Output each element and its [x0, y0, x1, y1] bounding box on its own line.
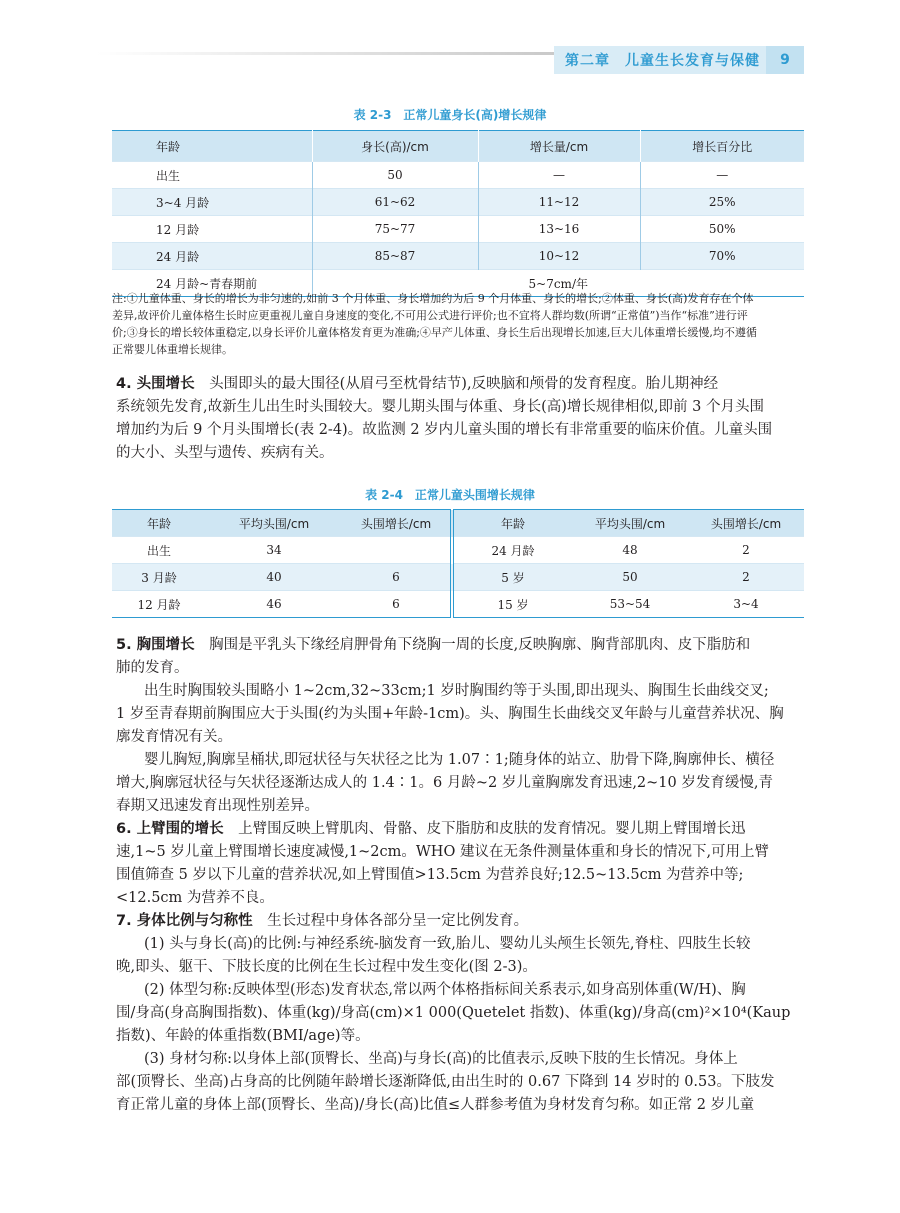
text-line	[116, 910, 816, 933]
header-cell: 头围增长/cm	[688, 510, 804, 537]
table-cell: 50%	[640, 216, 804, 243]
text-run: 上臂围反映上臂肌肉、骨骼、皮下脂肪和皮肤的发育情况。婴儿期上臂围增长迅	[238, 821, 746, 837]
text-line: (1) 头与身长(高)的比例:与神经系统-脑发育一致,胎儿、婴幼儿头颅生长领先,脊柱、四肢生长较	[144, 936, 751, 952]
section-heading: 4. 头围增长	[116, 376, 195, 392]
note-line: 注:①儿童体重、身长的增长为非匀速的,如前 3 个月体重、身长增加约为后 9 个月体重、身长的增长;②体重、身长(高)发育存在个体	[112, 292, 754, 305]
chapter-title: 第二章 儿童生长发育与保健	[565, 53, 760, 69]
table-cell: 24 月龄	[112, 243, 312, 270]
table-row	[112, 216, 804, 243]
header-rule	[96, 52, 554, 55]
table-cell: 2	[688, 564, 804, 591]
text-line: 肺的发育。	[116, 660, 189, 676]
header-cell: 平均头围/cm	[206, 510, 342, 537]
table-2-4-caption: 表 2-4 正常儿童头围增长规律	[365, 488, 535, 502]
text-line: (3) 身材匀称:以身体上部(顶臀长、坐高)与身长(高)的比值表示,反映下肢的生长情况。身体上	[144, 1051, 738, 1067]
table-cell: 13~16	[478, 216, 640, 243]
section-heading: 6. 上臂围的增长	[116, 821, 224, 837]
text-line	[116, 634, 816, 657]
table-cell: 2	[688, 537, 804, 564]
text-line: 系统领先发育,故新生儿出生时头围较大。婴儿期头围与体重、身长(高)增长规律相似,即前 3 个月头围	[116, 399, 764, 415]
text-line	[116, 373, 816, 396]
text-run: 胸围是平乳头下缘经肩胛骨角下绕胸一周的长度,反映胸廓、胸背部肌肉、皮下脂肪和	[209, 637, 751, 653]
table-cell: 3~4 月龄	[112, 189, 312, 216]
table-cell: —	[640, 162, 804, 189]
text-line: 围值筛查 5 岁以下儿童的营养状况,如上臂围值>13.5cm 为营养良好;12.5~13.5cm 为营养中等;	[116, 867, 744, 883]
table-cell: —	[478, 162, 640, 189]
text-line: (2) 体型匀称:反映体型(形态)发育状态,常以两个体格指标间关系表示,如身高别体重(W/H)、胸	[144, 982, 746, 998]
table-cell: 24 月龄~青春期前	[112, 270, 312, 297]
header-cell: 增长百分比	[640, 131, 804, 162]
table-cell: 50	[312, 162, 478, 189]
section-heading: 7. 身体比例与匀称性	[116, 913, 253, 929]
text-line: 部(顶臀长、坐高)占身高的比例随年龄增长逐渐降低,由出生时的 0.67 下降到 14 岁时的 0.53。下肢发	[116, 1074, 775, 1090]
text-line: 廓发育情况有关。	[116, 729, 232, 745]
note-line: 价;③身长的增长较体重稳定,以身长评价儿童体格发育更为准确;④早产儿体重、身长生后出现增长加速,巨大儿体重增长缓慢,均不遵循	[112, 326, 757, 339]
table-cell: 48	[572, 537, 688, 564]
table-row	[112, 564, 804, 591]
table-cell: 11~12	[478, 189, 640, 216]
table-cell: 85~87	[312, 243, 478, 270]
header-cell: 年龄	[112, 510, 206, 537]
table-header-row	[112, 131, 804, 162]
text-line: 增加约为后 9 个月头围增长(表 2-4)。故监测 2 岁内儿童头围的增长有非常重要的临床价值。儿童头围	[116, 422, 773, 438]
table-cell: 10~12	[478, 243, 640, 270]
text-line: 婴儿胸短,胸廓呈桶状,即冠状径与矢状径之比为 1.07∶1;随身体的站立、肋骨下降,胸廓伸长、横径	[144, 752, 775, 768]
table-cell: 12 月龄	[112, 591, 206, 618]
table-cell	[342, 537, 452, 564]
section-7	[116, 910, 816, 1117]
table-cell: 3 月龄	[112, 564, 206, 591]
table-2-3	[112, 130, 804, 297]
text-run: 头围即头的最大围径(从眉弓至枕骨结节),反映脑和颅骨的发育程度。胎儿期神经	[209, 376, 719, 392]
section-4	[116, 373, 816, 465]
table-cell: 3~4	[688, 591, 804, 618]
note-line: 差异,故评价儿童体格生长时应更重视儿童自身速度的变化,不可用公式进行评价;也不宜将人群均数(所谓“正常值”)当作“标准”进行评	[112, 309, 748, 322]
section-6	[116, 818, 816, 910]
text-line: 1 岁至青春期前胸围应大于头围(约为头围+年龄-1cm)。头、胸围生长曲线交叉年龄与儿童营养状况、胸	[116, 706, 784, 722]
header-cell: 平均头围/cm	[572, 510, 688, 537]
text-line: 晚,即头、躯干、下肢长度的比例在生长过程中发生变化(图 2-3)。	[116, 959, 537, 975]
table-cell: 出生	[112, 162, 312, 189]
text-run: 生长过程中身体各部分呈一定比例发育。	[267, 913, 529, 929]
header-cell: 身长(高)/cm	[312, 131, 478, 162]
header-cell: 头围增长/cm	[342, 510, 452, 537]
table-row	[112, 243, 804, 270]
table-cell: 5 岁	[452, 564, 572, 591]
text-line: 育正常儿童的身体上部(顶臀长、坐高)/身长(高)比值≤人群参考值为身材发育匀称。如正常 2 岁儿童	[116, 1097, 755, 1113]
table-cell: 12 月龄	[112, 216, 312, 243]
table-cell: 61~62	[312, 189, 478, 216]
table-cell: 15 岁	[452, 591, 572, 618]
text-line: 春期又迅速发育出现性别差异。	[116, 798, 319, 814]
text-line: 增大,胸廓冠状径与矢状径逐渐达成人的 1.4∶1。6 月龄~2 岁儿童胸廓发育迅速,2~10 岁发育缓慢,青	[116, 775, 773, 791]
text-line: 的大小、头型与遗传、疾病有关。	[116, 445, 334, 461]
table-cell: 75~77	[312, 216, 478, 243]
note-line: 正常婴儿体重增长规律。	[112, 343, 233, 356]
table-cell: 5~7cm/年	[312, 270, 804, 297]
table-cell: 6	[342, 564, 452, 591]
table-row	[112, 162, 804, 189]
header-cell: 增长量/cm	[478, 131, 640, 162]
table-row	[112, 591, 804, 618]
text-line: 速,1~5 岁儿童上臂围增长速度减慢,1~2cm。WHO 建议在无条件测量体重和身长的情况下,可用上臂	[116, 844, 770, 860]
text-line: 指数)、年龄的体重指数(BMI/age)等。	[116, 1028, 370, 1044]
table-cell: 70%	[640, 243, 804, 270]
table-cell: 25%	[640, 189, 804, 216]
table-cell: 出生	[112, 537, 206, 564]
table-cell: 34	[206, 537, 342, 564]
text-line: <12.5cm 为营养不良。	[116, 890, 274, 906]
table-header-row	[112, 510, 804, 537]
text-line: 出生时胸围较头围略小 1~2cm,32~33cm;1 岁时胸围约等于头围,即出现头、胸围生长曲线交叉;	[144, 683, 769, 699]
table-cell: 40	[206, 564, 342, 591]
section-heading: 5. 胸围增长	[116, 637, 195, 653]
table-note	[112, 290, 812, 358]
table-cell: 24 月龄	[452, 537, 572, 564]
header-cell: 年龄	[452, 510, 572, 537]
text-line: 围/身高(身高胸围指数)、体重(kg)/身高(cm)×1 000(Quetelet 指数)、体重(kg)/身高(cm)²×10⁴(Kaup	[116, 1005, 791, 1021]
table-cell: 50	[572, 564, 688, 591]
text-line	[116, 818, 816, 841]
section-5	[116, 634, 816, 818]
table-2-4	[112, 509, 804, 618]
table-row	[112, 537, 804, 564]
table-row	[112, 189, 804, 216]
header-cell: 年龄	[112, 131, 312, 162]
page-number: 9	[766, 46, 804, 74]
table-cell: 6	[342, 591, 452, 618]
table-cell: 46	[206, 591, 342, 618]
table-2-3-caption: 表 2-3 正常儿童身长(高)增长规律	[353, 108, 547, 122]
table-cell: 53~54	[572, 591, 688, 618]
